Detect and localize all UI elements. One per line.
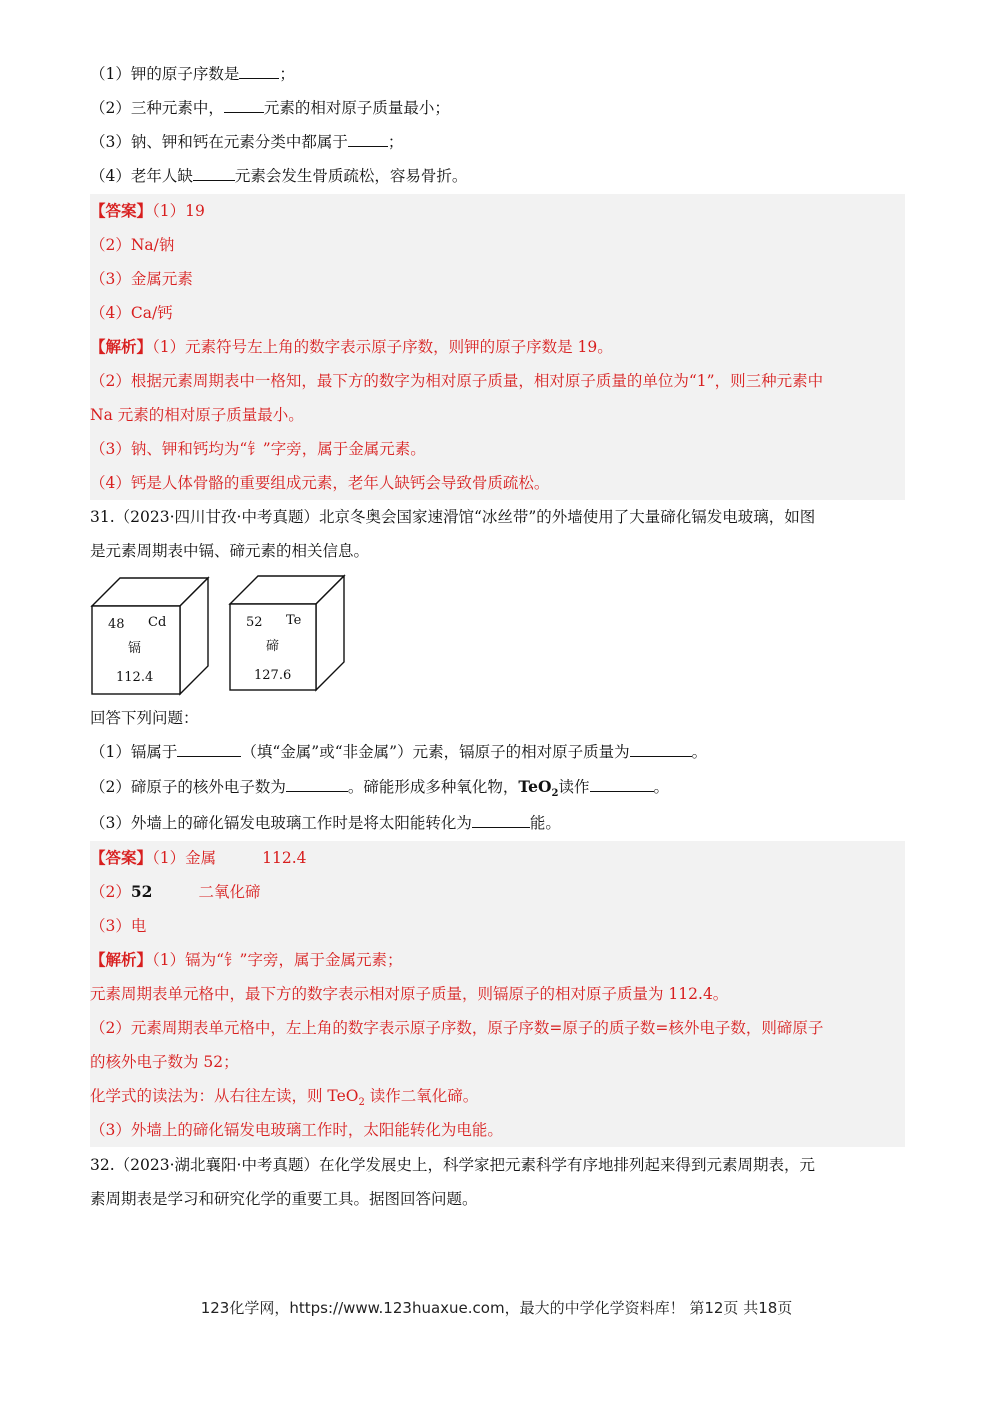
- cd-number: 48: [108, 617, 125, 632]
- q31-answer-3: （3）电: [90, 909, 905, 943]
- q31-sub-3: （3）外墙上的碲化镉发电玻璃工作时是将太阳能转化为 能。: [90, 814, 561, 832]
- q31-analysis-5: 化学式的读法为：从右往左读，则 TeO$_2$ 读作二氧化碲。: [90, 1079, 905, 1113]
- q31-stem-2: 是元素周期表中镉、碲元素的相关信息。: [90, 542, 370, 560]
- q31-analysis-6: （3）外墙上的碲化镉发电玻璃工作时，太阳能转化为电能。: [90, 1113, 905, 1147]
- te-mass: 127.6: [254, 668, 292, 683]
- q32-stem-2: 素周期表是学习和研究化学的重要工具。据图回答问题。: [90, 1190, 478, 1208]
- analysis-line-4: （3）钠、钾和钙均为“钅”字旁，属于金属元素。: [90, 432, 905, 466]
- q31-analysis-3: （2）元素周期表单元格中，左上角的数字表示原子序数，原子序数=原子的质子数=核外电子数，则碲原子: [90, 1011, 905, 1045]
- analysis-line-1: 【解析】（1）元素符号左上角的数字表示原子序数，则钾的原子序数是 19。: [90, 330, 905, 364]
- answer-line-3: （3）金属元素: [90, 262, 905, 296]
- q31-answer-1: 【答案】（1）金属 112.4: [90, 841, 905, 875]
- q31-answer-2: （2）52 二氧化碲: [90, 875, 905, 909]
- q-item-3: （3）钠、钾和钙在元素分类中都属于 ；: [90, 133, 404, 151]
- page-footer: 123化学网，https://www.123huaxue.com，最大的中学化学资料库！ 第12页 共18页: [200, 1299, 793, 1317]
- tellurium-cell: [230, 576, 344, 690]
- q31-prompt: 回答下列问题：: [90, 709, 199, 727]
- q31-analysis-1: 【解析】（1）镉为“钅”字旁，属于金属元素；: [90, 943, 905, 977]
- cd-mass: 112.4: [116, 670, 154, 685]
- analysis-line-5: （4）钙是人体骨骼的重要组成元素，老年人缺钙会导致骨质疏松。: [90, 466, 905, 500]
- cadmium-cell: [92, 578, 208, 694]
- cd-symbol: Cd: [148, 615, 167, 630]
- answer-line-2: （2）Na/钠: [90, 228, 905, 262]
- q31-sub-1: （1）镉属于 （填“金属”或“非金属”）元素，镉原子的相对原子质量为 。: [90, 743, 708, 761]
- element-cells-figure: [90, 574, 360, 696]
- q31-analysis-4: 的核外电子数为 52；: [90, 1045, 905, 1079]
- answer-line-1: 【答案】（1）19: [90, 194, 905, 228]
- te-number: 52: [246, 615, 263, 630]
- te-symbol: Te: [286, 613, 302, 628]
- q-item-2: （2）三种元素中， 元素的相对原子质量最小；: [90, 99, 450, 117]
- q32-stem-1: 32.（2023·湖北襄阳·中考真题）在化学发展史上，科学家把元素科学有序地排列起来得到元素周期表，元: [90, 1156, 815, 1174]
- answer-line-4: （4）Ca/钙: [90, 296, 905, 330]
- analysis-line-3: Na 元素的相对原子质量最小。: [90, 398, 905, 432]
- te-name: 碲: [266, 639, 280, 654]
- cd-name: 镉: [128, 641, 142, 656]
- q31-analysis-2: 元素周期表单元格中，最下方的数字表示相对原子质量，则镉原子的相对原子质量为 112.4。: [90, 977, 905, 1011]
- q31-stem-1: 31.（2023·四川甘孜·中考真题）北京冬奥会国家速滑馆“冰丝带”的外墙使用了大量碲化镉发电玻璃，如图: [90, 508, 816, 526]
- analysis-line-2: （2）根据元素周期表中一格知，最下方的数字为相对原子质量，相对原子质量的单位为“1”，则三种元素中: [90, 364, 905, 398]
- q-item-1: （1）钾的原子序数是 ；: [90, 65, 295, 83]
- q-item-4: （4）老年人缺 元素会发生骨质疏松，容易骨折。: [90, 167, 468, 185]
- q31-sub-2: （2）碲原子的核外电子数为 。碲能形成多种氧化物，TeO$_2$读作 。: [90, 777, 670, 800]
